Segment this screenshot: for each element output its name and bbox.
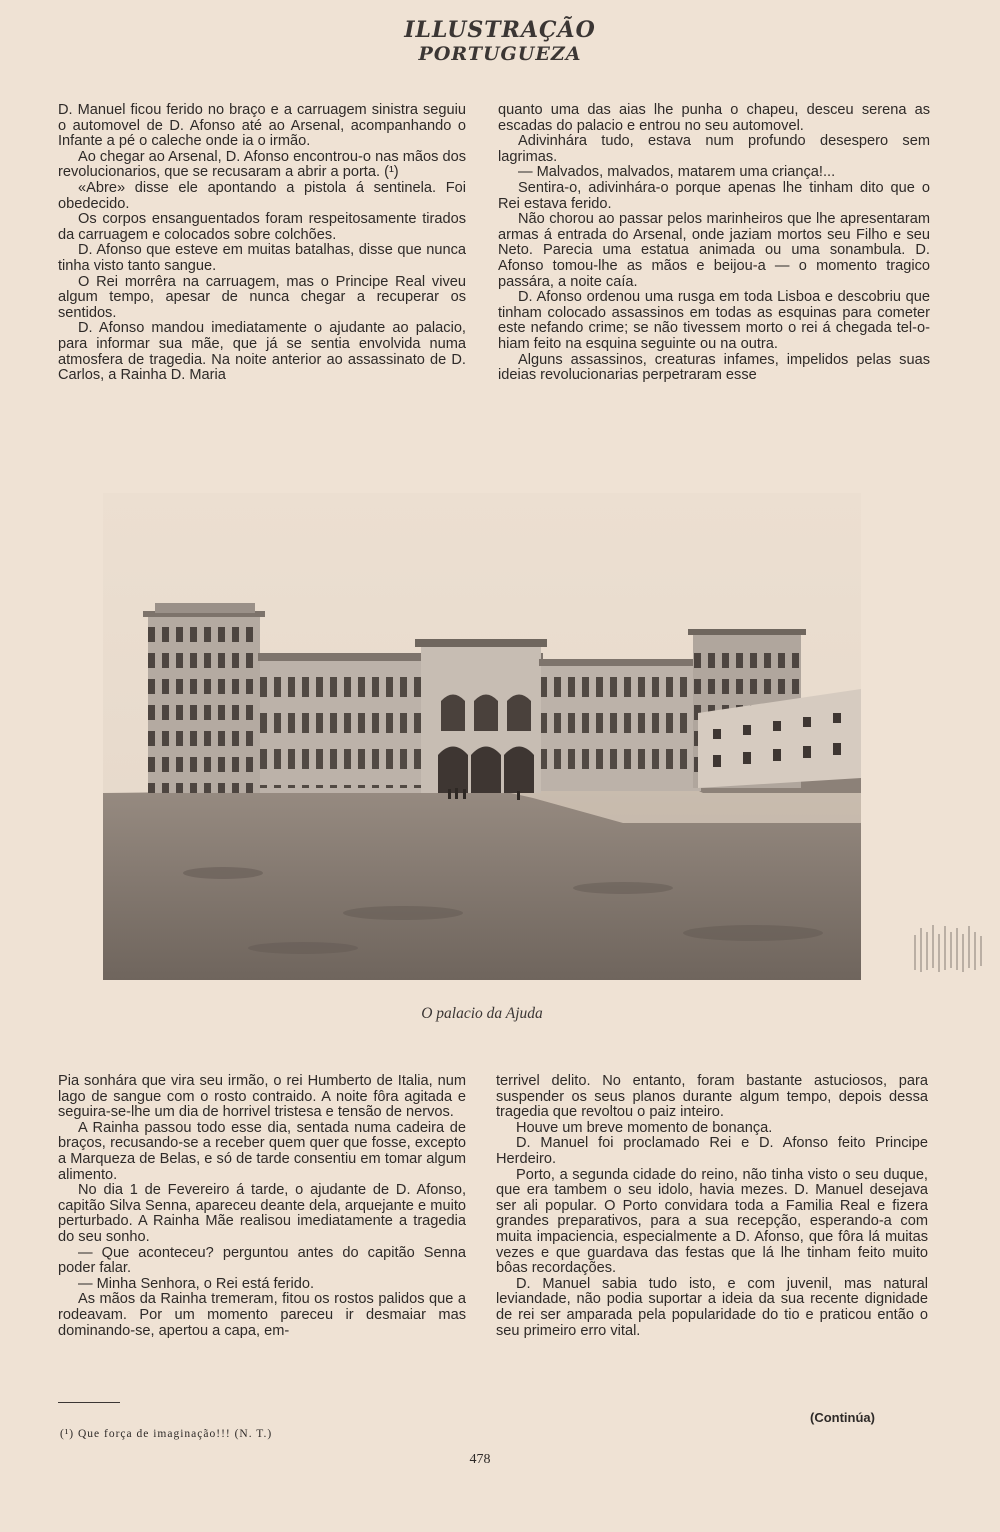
text-column-bottom-right bbox=[496, 1074, 928, 1339]
paragraph: As mãos da Rainha tremeram, fitou os rostos palidos que a rodeavam. Por um momento pareceu ir desmaiar mas dominando-se, apertou a capa, em- bbox=[58, 1291, 466, 1339]
paragraph: D. Manuel sabia tudo isto, e com juvenil, mas natural leviandade, não podia suportar a ideia da sua recente dignidade de rei ser amparada pela popularidade do tio e praticou então o seu primeiro erro vital. bbox=[496, 1275, 928, 1339]
text-column-top-left bbox=[58, 103, 466, 384]
paragraph: Houve um breve momento de bonança. bbox=[516, 1119, 773, 1136]
paragraph: Não chorou ao passar pelos marinheiros que lhe apresentaram armas á entrada do Arsenal, onde jaziam mortos seu Filho e seu Neto. Parecia uma estatua animada ou uma sonambula. D. Afonso tomou-lhe as mãos e beijou-a — o momento tragico passára, a noite caía. bbox=[498, 211, 930, 290]
paragraph: D. Afonso mandou imediatamente o ajudante ao palacio, para informar sua mãe, que já se sentia envolvida numa atmosfera de tragedia. Na noite anterior ao assassinato de D. Carlos, a Rainha D. Maria bbox=[58, 320, 466, 384]
paragraph: — Minha Senhora, o Rei está ferido. bbox=[78, 1275, 315, 1292]
paragraph: — Malvados, malvados, matarem uma criança!... bbox=[518, 164, 836, 181]
masthead-logo bbox=[395, 18, 605, 74]
paragraph: Sentira-o, adivinhára-o porque apenas lhe tinham dito que o Rei estava ferido. bbox=[498, 179, 930, 212]
paragraph: O Rei morrêra na carruagem, mas o Principe Real viveu algum tempo, apesar de nunca chegar a recuperar os sentidos. bbox=[58, 273, 466, 321]
footnote: (¹) Que força de imaginação!!! (N. T.) bbox=[60, 1428, 273, 1440]
masthead-line-1: ILLUSTRAÇÃO bbox=[404, 17, 596, 43]
text-column-top-right bbox=[498, 103, 930, 384]
footnote-rule bbox=[58, 1402, 120, 1403]
paragraph: Adivinhára tudo, estava num profundo desespero sem lagrimas. bbox=[498, 133, 930, 165]
paragraph: Alguns assassinos, creaturas infames, impelidos pelas suas ideias revolucionarias perpetraram esse bbox=[498, 351, 930, 384]
paragraph: A Rainha passou todo esse dia, sentada numa cadeira de braços, recusando-se a receber quem quer que fosse, excepto a Marqueza de Belas, e só de tarde consentiu em tomar algum alimento. bbox=[58, 1119, 466, 1183]
paragraph: D. Afonso ordenou uma rusga em toda Lisboa e descobriu que tinham colocado assassinos em todas as esquinas para cometer este nefando crime; se não tivessem morto o rei á chegada tel-o-hiam feito na esquina seguinte ou na outra. bbox=[498, 289, 930, 352]
paragraph: D. Manuel foi proclamado Rei e D. Afonso feito Principe Herdeiro. bbox=[496, 1135, 928, 1167]
paragraph: quanto uma das aias lhe punha o chapeu, desceu serena as escadas do palacio e entrou no seu automovel. bbox=[498, 102, 930, 134]
text-column-bottom-left bbox=[58, 1074, 466, 1339]
paragraph: «Abre» disse ele apontando a pistola á sentinela. Foi obedecido. bbox=[58, 179, 466, 212]
paragraph: D. Manuel ficou ferido no braço e a carruagem sinistra seguiu o automovel de D. Afonso até ao Arsenal, acompanhando o Infante a pé o caleche onde ia o irmão. bbox=[58, 102, 466, 150]
paragraph: No dia 1 de Fevereiro á tarde, o ajudante de D. Afonso, capitão Silva Senna, apareceu deante dela, arquejante e muito perturbado. A Rainha Mãe realisou imediatamente a tragedia do seu sonho. bbox=[58, 1182, 466, 1245]
paragraph: D. Afonso que esteve em muitas batalhas, disse que nunca tinha visto tanto sangue. bbox=[58, 242, 466, 274]
paragraph: Porto, a segunda cidade do reino, não tinha visto o seu duque, que era tambem o seu idolo, havia mezes. D. Manuel desejava ser ali popular. O Porto convidara toda a Familia Real e fizera grandes preparativos, para a sua recepção, esperando-a com muita impaciencia, especialmente a D. Afonso, que fôra lá muitas vezes e que guardava das festas que lá lhe tinham feito muito bôas recordações. bbox=[496, 1166, 928, 1277]
print-smudge bbox=[905, 920, 995, 980]
paragraph: Pia sonhára que vira seu irmão, o rei Humberto de Italia, num lago de sangue com o rosto contraido. A noite fôra agitada e seguira-se-lhe um dia de horrivel tristesa e tensão de nervos. bbox=[58, 1073, 466, 1121]
paragraph: — Que aconteceu? perguntou antes do capitão Senna poder falar. bbox=[58, 1244, 466, 1277]
continued-label: (Continúa) bbox=[810, 1410, 875, 1425]
paragraph: Os corpos ensanguentados foram respeitosamente tirados da carruagem e colocados sobre colchões. bbox=[58, 211, 466, 243]
paragraph: Ao chegar ao Arsenal, D. Afonso encontrou-o nas mãos dos revolucionarios, que se recusaram a abrir a porta. (¹) bbox=[58, 148, 466, 181]
page-number: 478 bbox=[469, 1452, 491, 1467]
palace-photograph bbox=[103, 493, 861, 980]
masthead-line-2: PORTUGUEZA bbox=[418, 43, 582, 65]
photo-caption: O palacio da Ajuda bbox=[421, 1005, 543, 1022]
paragraph: terrivel delito. No entanto, foram bastante astuciosos, para suspender os seus planos durante algum tempo, depois dessa tragedia que revoltou o paiz inteiro. bbox=[496, 1073, 928, 1121]
